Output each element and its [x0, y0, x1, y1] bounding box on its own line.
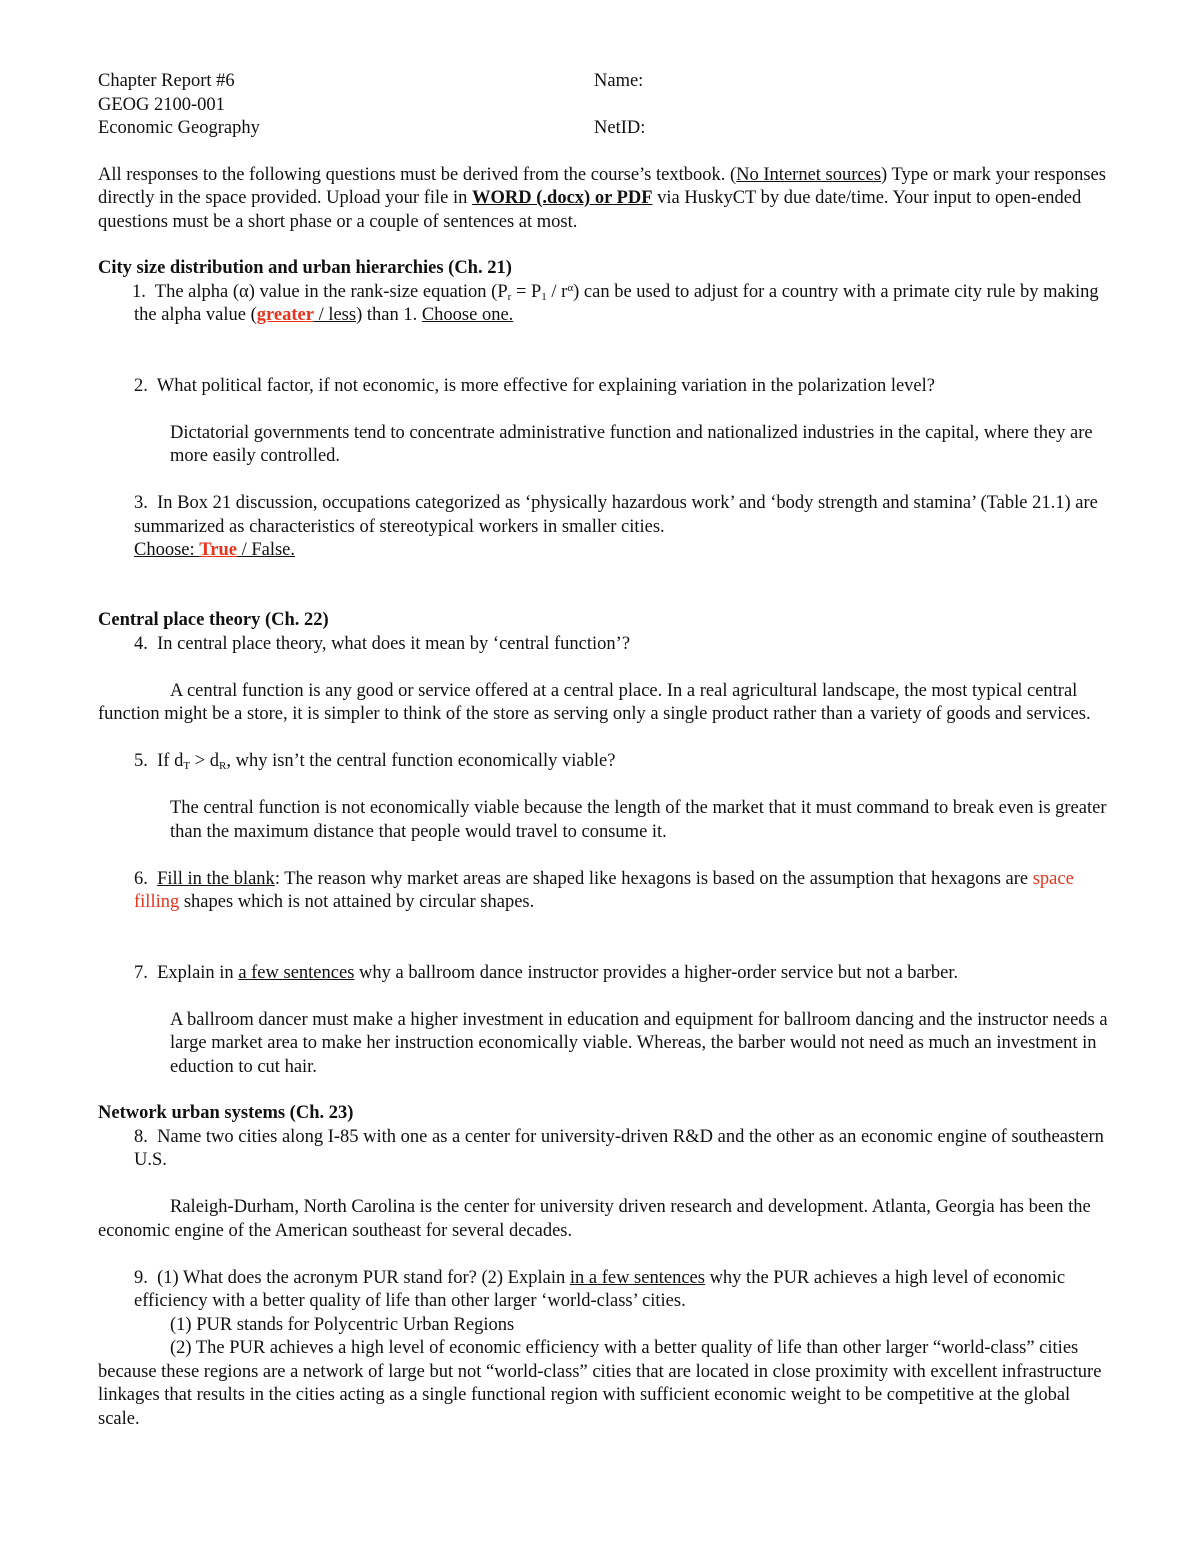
section-title-ch23: Network urban systems (Ch. 23): [98, 1103, 354, 1123]
section-title-ch22: Central place theory (Ch. 22): [98, 610, 329, 630]
section-title-ch21: City size distribution and urban hierarchies (Ch. 21): [98, 258, 512, 278]
file-format-note: WORD (.docx) or PDF: [472, 188, 653, 208]
answer-2: Dictatorial governments tend to concentrate administrative function and nationalized industries in the capital, where they are more easily controlled.: [170, 422, 1093, 466]
answer-space-filling: space filling: [134, 868, 1074, 912]
answer-true: True: [199, 540, 237, 560]
instructions-paragraph: All responses to the following questions must be derived from the course’s textbook. (No Internet sources) Type or mark your responses directly in the space provided. Upload your file in WORD (.docx) or PDF via HuskyCT by due date/time. Your input to open-ended questions must be a short phase or a couple of sentences at most.: [98, 164, 1106, 232]
question-9: 9. (1) What does the acronym PUR stand for? (2) Explain in a few sentences why the PUR achieves a high level of economic efficiency with a better quality of life than other larger ‘world-class’ cities.: [134, 1267, 1066, 1311]
question-5: 5. If $d_T > d_R$, why isn’t the central function economically viable?: [134, 751, 616, 772]
answer-greater: greater: [256, 305, 314, 325]
no-internet-note: No Internet sources: [736, 164, 882, 185]
answer-4: A central function is any good or service offered at a central place. In a real agricultural landscape, the most typical central function might be a store, it is simpler to think of the store as serving only a single product rather than a variety of goods and services.: [98, 680, 1091, 724]
answer-7: A ballroom dancer must make a higher investment in education and equipment for ballroom dancing and the instructor needs a large market area to make her instruction economically viable. Whereas, the barber would not need as much an investment in eduction to cut hair.: [170, 1009, 1108, 1077]
answer-9-part-2: (2) The PUR achieves a high level of economic efficiency with a better quality of life than other larger “world-class” cities because these regions are a network of large but not “world-class” cities that are located in close proximity with excellent infrastructure linkages that results in the cities acting as a single functional region with sufficient economic weight to be competitive at the global scale.: [98, 1338, 1102, 1429]
chapter-report-label: Chapter Report #6: [98, 71, 235, 91]
course-code: GEOG 2100-001: [98, 94, 225, 115]
course-title: Economic Geography: [98, 118, 260, 138]
question-4: 4. In central place theory, what does it mean by ‘central function’?: [134, 633, 631, 654]
answer-5: The central function is not economically viable because the length of the market that it must command to break even is greater than the maximum distance that people would travel to consume it.: [170, 798, 1107, 842]
answer-9-part-1: (1) PUR stands for Polycentric Urban Regions: [170, 1314, 515, 1335]
name-label: Name:: [594, 71, 644, 91]
question-2: 2. What political factor, if not economic, is more effective for explaining variation in the polarization level?: [134, 375, 935, 396]
question-6: 6. Fill in the blank: The reason why market areas are shaped like hexagons is based on the assumption that hexagons are space filling shapes which is not attained by circular shapes.: [134, 868, 1074, 912]
choose-one-label: Choose one.: [421, 305, 514, 325]
question-1: 1. The alpha (α) value in the rank-size equation $(P_r = P_1 / r^\alpha)$ can be used to adjust for a country with a primate city rule by making the alpha value (greater / less) than 1. Choose one.: [132, 281, 1099, 325]
report-header: [98, 70, 1108, 141]
netid-label: NetID:: [594, 118, 646, 138]
question-3: 3. In Box 21 discussion, occupations categorized as ‘physically hazardous work’ and ‘body strength and stamina’ (Table 21.1) are summarized as characteristics of stereotypical workers in smaller cities. Choose: True / False.: [134, 493, 1098, 560]
document-page: [98, 70, 1108, 1431]
question-8: 8. Name two cities along I-85 with one as a center for university-driven R&D and the other as an economic engine of southeastern U.S.: [134, 1126, 1104, 1170]
question-7: 7. Explain in a few sentences why a ballroom dance instructor provides a higher-order service but not a barber.: [134, 962, 959, 983]
answer-8: Raleigh-Durham, North Carolina is the center for university driven research and development. Atlanta, Georgia has been the economic engine of the American southeast for several decades.: [98, 1197, 1091, 1241]
